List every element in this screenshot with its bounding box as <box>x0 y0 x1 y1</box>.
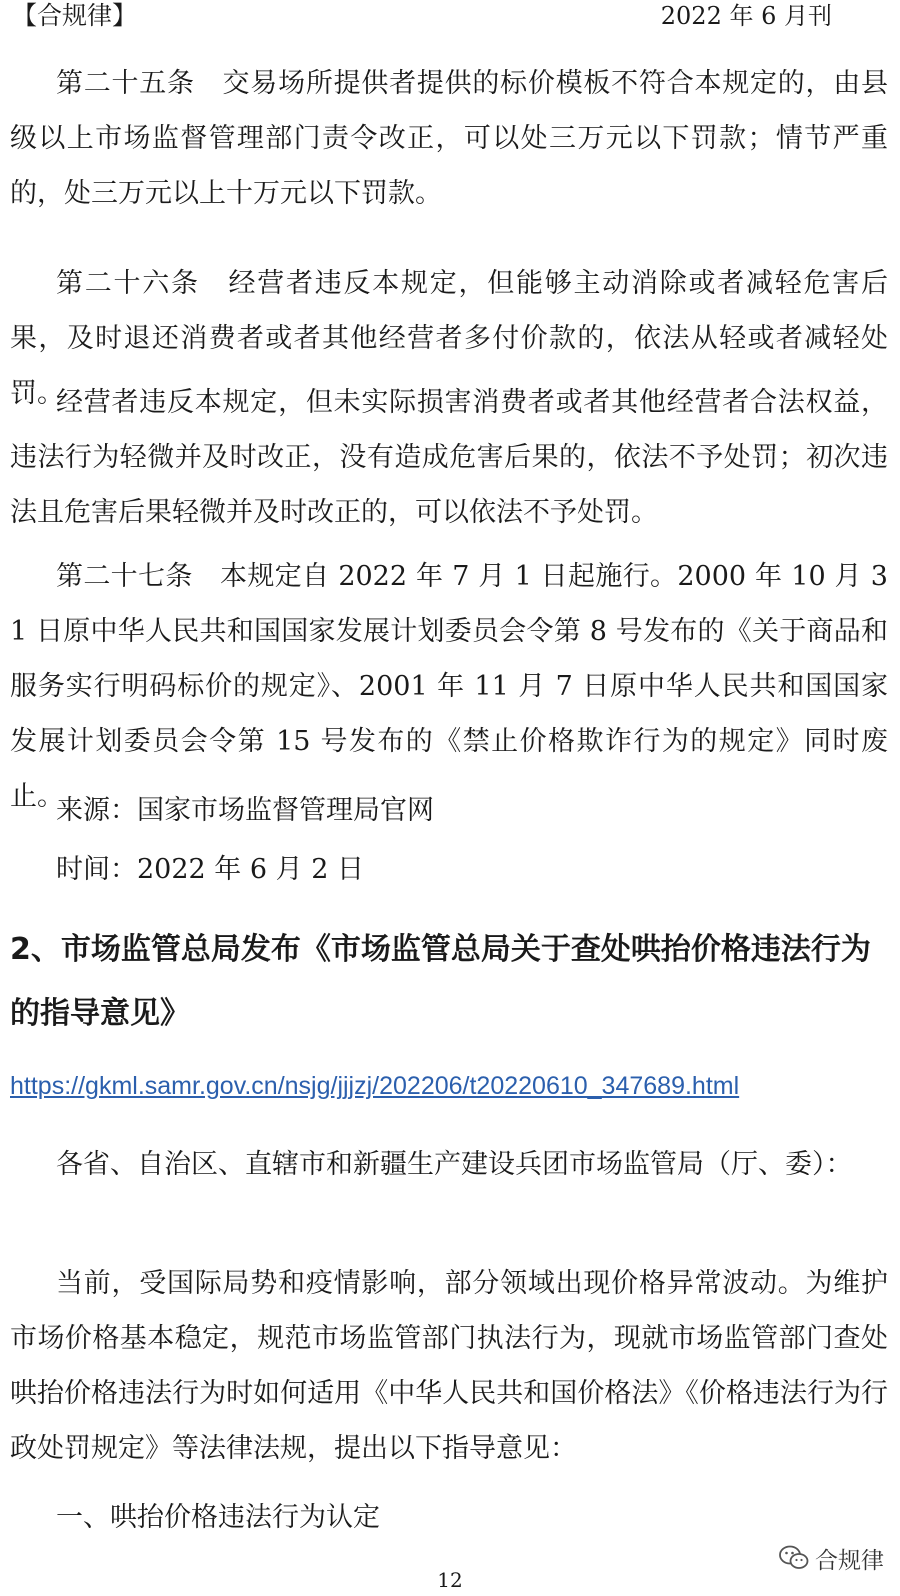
page-header <box>0 0 900 40</box>
article-26-clause-2: 经营者违反本规定，但未实际损害消费者或者其他经营者合法权益，违法行为轻微并及时改正，没有造成危害后果的，依法不予处罚；初次违法且危害后果轻微并及时改正的，可以依法不予处罚。 <box>10 387 888 528</box>
article-27: 第二十七条 本规定自 2022 年 7 月 1 日起施行。2000 年 10 月 31 日原中华人民共和国国家发展计划委员会令第 8 号发布的《关于商品和服务实行明码标价的规定》、2001 年 11 月 7 日原中华人民共和国国家发展计划委员会令第 15 号发布的《禁止价格欺诈行为的规定》同时废止。 <box>10 561 888 812</box>
source-link[interactable]: https://gkml.samr.gov.cn/nsjg/jjjzj/202206/t20220610_347689.html <box>10 1072 740 1100</box>
date-line: 时间：2022 年 6 月 2 日 <box>56 854 364 885</box>
subsection-title: 一、哄抬价格违法行为认定 <box>56 1502 380 1533</box>
issue-date: 2022 年 6 月刊 <box>660 2 832 30</box>
source-line: 来源：国家市场监督管理局官网 <box>56 795 434 826</box>
page-number: 12 <box>437 1568 463 1592</box>
intro-paragraph: 当前，受国际局势和疫情影响，部分领域出现价格异常波动。为维护市场价格基本稳定，规范市场监管部门执法行为，现就市场监管部门查处哄抬价格违法行为时如何适用《中华人民共和国价格法》《价格违法行为行政处罚规定》等法律法规，提出以下指导意见： <box>10 1268 888 1464</box>
section-heading: 2、市场监管总局发布《市场监管总局关于查处哄抬价格违法行为的指导意见》 <box>10 932 871 1031</box>
watermark-label: 合规律 <box>815 1547 884 1574</box>
addressee-line: 各省、自治区、直辖市和新疆生产建设兵团市场监管局（厅、委）： <box>56 1149 853 1180</box>
article-25: 第二十五条 交易场所提供者提供的标价模板不符合本规定的，由县级以上市场监督管理部门责令改正，可以处三万元以下罚款；情节严重的，处三万元以上十万元以下罚款。 <box>10 68 888 209</box>
publication-name: 【合规律】 <box>12 1 138 30</box>
article-26: 第二十六条 经营者违反本规定，但能够主动消除或者减轻危害后果，及时退还消费者或者其他经营者多付价款的，依法从轻或者减轻处罚。 <box>10 268 888 409</box>
